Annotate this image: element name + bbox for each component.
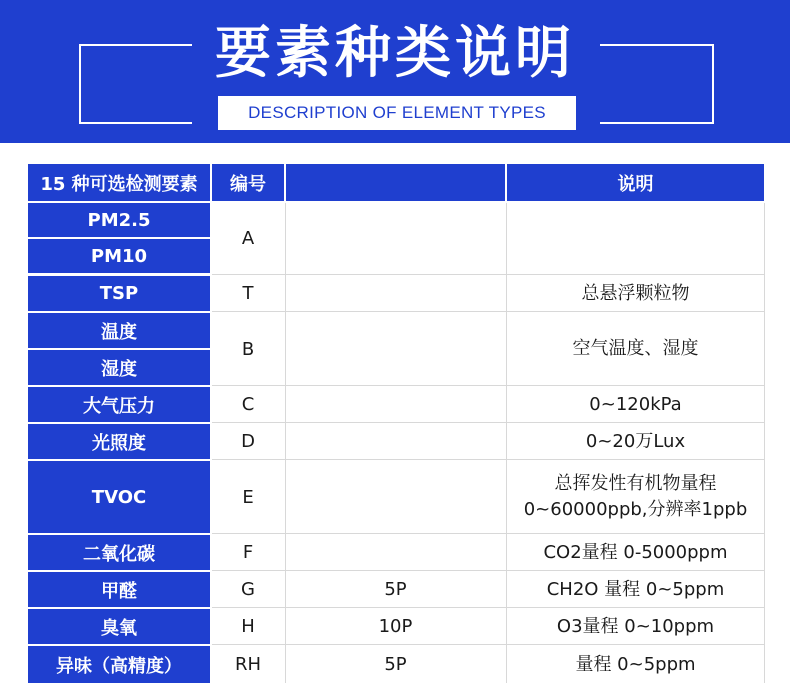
- description-line: 总挥发性有机物量程: [554, 473, 717, 494]
- element-range: 10P: [286, 609, 505, 644]
- element-range: [286, 424, 505, 459]
- element-description: [507, 572, 764, 607]
- description-line: 总悬浮颗粒物: [581, 282, 690, 304]
- grid-line: [285, 203, 286, 683]
- element-range: [286, 535, 505, 570]
- element-code: E: [212, 461, 284, 533]
- element-label: TVOC: [28, 461, 210, 533]
- description-line: 空气温度、湿度: [572, 338, 699, 359]
- grid-line: [506, 203, 507, 683]
- element-label: 臭氧: [28, 609, 210, 644]
- element-label: PM10: [28, 239, 210, 273]
- element-label: 大气压力: [28, 387, 210, 422]
- element-description: [507, 609, 764, 644]
- element-label: TSP: [28, 276, 210, 311]
- element-range: [286, 461, 505, 533]
- description-line: CO2量程 0-5000ppm: [543, 541, 728, 563]
- element-label: 二氧化碳: [28, 535, 210, 570]
- header-blank: [286, 164, 505, 201]
- element-code: T: [212, 276, 284, 311]
- grid-line: [212, 607, 764, 608]
- description-line: O3量程 0~10ppm: [556, 615, 715, 637]
- element-range: [286, 387, 505, 422]
- description-line: 0~60000ppb,分辨率1ppb: [523, 499, 748, 520]
- element-range: 5P: [286, 646, 505, 683]
- page-title: 要素种类说明: [215, 21, 575, 86]
- element-description: [507, 276, 764, 311]
- element-range: [286, 276, 505, 311]
- element-description: [507, 461, 764, 533]
- element-description: [507, 313, 764, 385]
- element-code: B: [212, 313, 284, 385]
- header-banner: [0, 0, 790, 143]
- decorative-bracket-left: [79, 44, 192, 124]
- element-label: 光照度: [28, 424, 210, 459]
- element-label: PM2.5: [28, 203, 210, 237]
- element-label: 异味（高精度）: [28, 646, 210, 683]
- grid-line: [212, 533, 764, 534]
- grid-line: [212, 311, 764, 312]
- element-code: D: [212, 424, 284, 459]
- element-code: A: [212, 203, 284, 273]
- element-code: H: [212, 609, 284, 644]
- element-label: 湿度: [28, 350, 210, 385]
- grid-line: [212, 644, 764, 645]
- description-line: 0~120kPa: [589, 393, 682, 415]
- grid-line: [764, 203, 765, 683]
- element-description: [507, 203, 764, 273]
- grid-line: [212, 385, 764, 386]
- element-description: [507, 646, 764, 683]
- element-code: RH: [212, 646, 284, 683]
- element-description: [507, 387, 764, 422]
- element-code: G: [212, 572, 284, 607]
- description-line: CH2O 量程 0~5ppm: [546, 578, 725, 600]
- element-range: 5P: [286, 572, 505, 607]
- element-code: F: [212, 535, 284, 570]
- header-element: 15 种可选检测要素: [28, 164, 210, 201]
- grid-line: [212, 459, 764, 460]
- header-code: 编号: [212, 164, 284, 201]
- grid-line: [212, 422, 764, 423]
- element-label: 甲醛: [28, 572, 210, 607]
- element-description: [507, 424, 764, 459]
- element-description: [507, 535, 764, 570]
- description-line: 量程 0~5ppm: [575, 653, 696, 675]
- grid-line: [212, 274, 764, 275]
- element-label: 温度: [28, 313, 210, 348]
- grid-line: [212, 570, 764, 571]
- decorative-bracket-right: [600, 44, 714, 124]
- element-code: C: [212, 387, 284, 422]
- description-line: 0~20万Lux: [585, 430, 686, 452]
- element-range: [286, 313, 505, 385]
- header-description: 说明: [507, 164, 764, 201]
- element-range: [286, 203, 505, 273]
- page-subtitle: DESCRIPTION OF ELEMENT TYPES: [218, 96, 576, 130]
